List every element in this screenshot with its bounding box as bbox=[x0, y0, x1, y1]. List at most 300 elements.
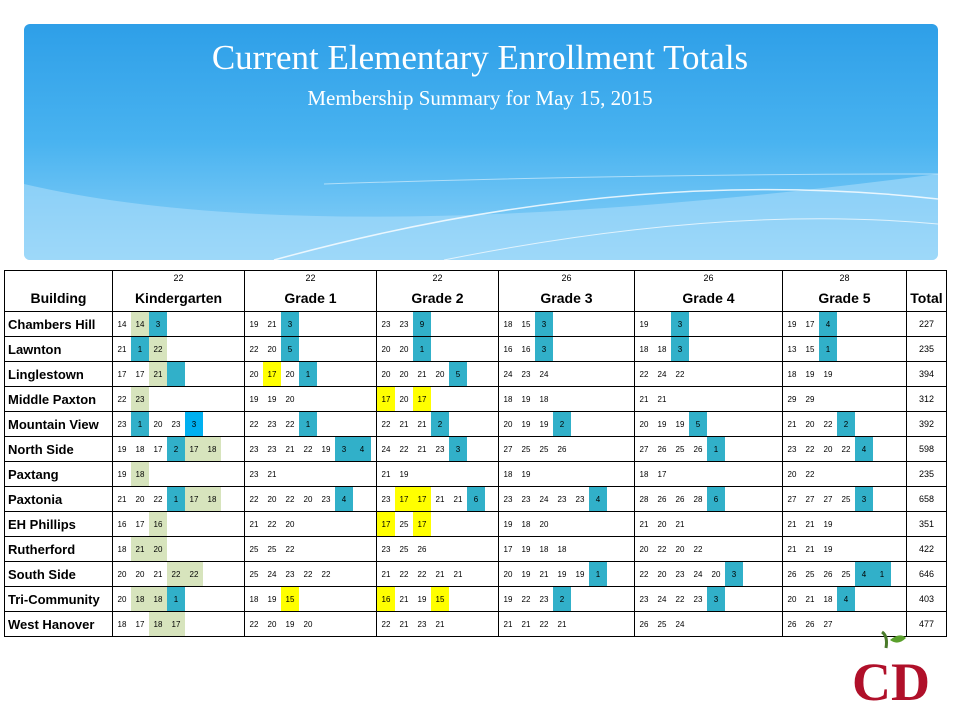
class-count: 23 bbox=[117, 419, 127, 429]
class-count: 17 bbox=[153, 444, 163, 454]
building-name: Mountain View bbox=[5, 412, 113, 437]
class-count: 25 bbox=[657, 619, 667, 629]
table-row bbox=[5, 562, 947, 587]
building-name: EH Phillips bbox=[5, 512, 113, 537]
building-name: Lawnton bbox=[5, 337, 113, 362]
class-count: 17 bbox=[395, 487, 413, 511]
class-count: 17 bbox=[805, 319, 815, 329]
class-count: 2 bbox=[837, 412, 855, 436]
class-count: 20 bbox=[823, 444, 833, 454]
class-count: 15 bbox=[431, 587, 449, 611]
table-row bbox=[5, 362, 947, 387]
class-count: 19 bbox=[823, 519, 833, 529]
class-count: 19 bbox=[521, 569, 531, 579]
class-count: 20 bbox=[399, 344, 409, 354]
class-count: 18 bbox=[657, 344, 667, 354]
class-count: 1 bbox=[819, 337, 837, 361]
class-count: 22 bbox=[185, 562, 203, 586]
class-count: 27 bbox=[639, 444, 649, 454]
class-count: 25 bbox=[267, 544, 277, 554]
class-count: 23 bbox=[575, 494, 585, 504]
grade-cell bbox=[635, 587, 783, 612]
building-name: Middle Paxton bbox=[5, 387, 113, 412]
class-count: 24 bbox=[539, 369, 549, 379]
class-count: 21 bbox=[435, 494, 445, 504]
class-count: 20 bbox=[787, 469, 797, 479]
class-count: 3 bbox=[707, 587, 725, 611]
class-count: 18 bbox=[135, 444, 145, 454]
class-count: 23 bbox=[435, 444, 445, 454]
class-count: 22 bbox=[417, 569, 427, 579]
class-count: 20 bbox=[267, 494, 277, 504]
class-count: 22 bbox=[841, 444, 851, 454]
class-count: 1 bbox=[131, 337, 149, 361]
class-count: 25 bbox=[249, 544, 259, 554]
class-count: 20 bbox=[503, 419, 513, 429]
class-count: 3 bbox=[671, 312, 689, 336]
class-count: 21 bbox=[153, 569, 163, 579]
enrollment-table bbox=[4, 270, 947, 637]
grade-cell bbox=[113, 537, 245, 562]
class-count: 21 bbox=[381, 569, 391, 579]
building-total: 422 bbox=[907, 537, 947, 562]
class-count: 25 bbox=[539, 444, 549, 454]
grade-cell bbox=[499, 562, 635, 587]
grade-cell bbox=[113, 487, 245, 512]
class-count: 4 bbox=[819, 312, 837, 336]
total-header: Total bbox=[907, 285, 947, 312]
class-count: 17 bbox=[263, 362, 281, 386]
class-count: 22 bbox=[805, 444, 815, 454]
class-count: 21 bbox=[557, 619, 567, 629]
class-count: 3 bbox=[185, 412, 203, 436]
class-count: 18 bbox=[203, 437, 221, 461]
grade-cell bbox=[113, 337, 245, 362]
building-total: 227 bbox=[907, 312, 947, 337]
class-count: 15 bbox=[281, 587, 299, 611]
class-count: 23 bbox=[267, 444, 277, 454]
class-count: 2 bbox=[431, 412, 449, 436]
class-count: 22 bbox=[285, 494, 295, 504]
grade-cell bbox=[377, 612, 499, 637]
class-count: 25 bbox=[249, 569, 259, 579]
class-count: 20 bbox=[149, 537, 167, 561]
class-count: 23 bbox=[171, 419, 181, 429]
class-count: 6 bbox=[467, 487, 485, 511]
grade1-header: Grade 1 bbox=[245, 285, 377, 312]
class-count: 17 bbox=[413, 487, 431, 511]
page-subtitle: Membership Summary for May 15, 2015 bbox=[307, 86, 653, 110]
class-count: 2 bbox=[553, 412, 571, 436]
class-count: 2 bbox=[553, 587, 571, 611]
class-count: 26 bbox=[693, 444, 703, 454]
class-count: 23 bbox=[503, 494, 513, 504]
grade-cell bbox=[783, 412, 907, 437]
class-count: 19 bbox=[285, 619, 295, 629]
class-count: 21 bbox=[117, 494, 127, 504]
class-count: 26 bbox=[805, 619, 815, 629]
class-count: 17 bbox=[377, 387, 395, 411]
class-count: 27 bbox=[823, 494, 833, 504]
grade-cell bbox=[377, 437, 499, 462]
class-count: 25 bbox=[521, 444, 531, 454]
class-count: 23 bbox=[131, 387, 149, 411]
class-count: 22 bbox=[249, 619, 259, 629]
class-count: 3 bbox=[281, 312, 299, 336]
class-count: 17 bbox=[413, 387, 431, 411]
class-count: 1 bbox=[589, 562, 607, 586]
grade-cell bbox=[783, 337, 907, 362]
class-count: 22 bbox=[149, 337, 167, 361]
class-count: 17 bbox=[413, 512, 431, 536]
building-header: Building bbox=[5, 285, 113, 312]
class-count: 20 bbox=[711, 569, 721, 579]
class-count: 18 bbox=[131, 462, 149, 486]
class-count: 19 bbox=[267, 594, 277, 604]
class-count: 19 bbox=[321, 444, 331, 454]
class-count: 23 bbox=[521, 494, 531, 504]
grade-cell bbox=[113, 512, 245, 537]
grade-cell bbox=[245, 387, 377, 412]
class-count: 6 bbox=[707, 487, 725, 511]
class-count: 27 bbox=[787, 494, 797, 504]
class-count: 5 bbox=[689, 412, 707, 436]
class-count: 19 bbox=[503, 519, 513, 529]
class-count: 14 bbox=[117, 319, 127, 329]
grade-cell bbox=[635, 312, 783, 337]
class-count: 1 bbox=[707, 437, 725, 461]
class-count: 20 bbox=[639, 544, 649, 554]
building-name: Tri-Community bbox=[5, 587, 113, 612]
class-count: 20 bbox=[381, 369, 391, 379]
class-count: 18 bbox=[131, 587, 149, 611]
class-count: 5 bbox=[281, 337, 299, 361]
class-count: 17 bbox=[657, 469, 667, 479]
class-count: 18 bbox=[503, 469, 513, 479]
class-count: 18 bbox=[787, 369, 797, 379]
class-count: 21 bbox=[417, 369, 427, 379]
class-count: 19 bbox=[249, 394, 259, 404]
class-count: 26 bbox=[787, 619, 797, 629]
grade-cell bbox=[377, 512, 499, 537]
class-count: 1 bbox=[167, 487, 185, 511]
kindergarten-cap: 22 bbox=[113, 271, 245, 286]
class-count: 23 bbox=[399, 319, 409, 329]
class-count: 18 bbox=[503, 319, 513, 329]
kindergarten-header: Kindergarten bbox=[113, 285, 245, 312]
grade-cell bbox=[377, 387, 499, 412]
class-count: 25 bbox=[399, 519, 409, 529]
class-count: 21 bbox=[417, 419, 427, 429]
grade-cell bbox=[377, 587, 499, 612]
grade-cell bbox=[635, 612, 783, 637]
grade5-header: Grade 5 bbox=[783, 285, 907, 312]
grade-cell bbox=[499, 387, 635, 412]
class-count: 18 bbox=[521, 519, 531, 529]
grade-cell bbox=[499, 412, 635, 437]
class-count: 16 bbox=[521, 344, 531, 354]
class-count: 17 bbox=[503, 544, 513, 554]
building-total: 235 bbox=[907, 462, 947, 487]
class-count: 23 bbox=[249, 444, 259, 454]
class-count: 20 bbox=[539, 519, 549, 529]
class-count: 23 bbox=[417, 619, 427, 629]
class-count: 18 bbox=[203, 487, 221, 511]
grade-cell bbox=[377, 312, 499, 337]
grade-cell bbox=[245, 487, 377, 512]
class-count: 19 bbox=[823, 369, 833, 379]
grade-cell bbox=[635, 362, 783, 387]
class-count: 22 bbox=[675, 369, 685, 379]
class-count: 26 bbox=[557, 444, 567, 454]
class-count: 26 bbox=[639, 619, 649, 629]
grade-cell bbox=[377, 362, 499, 387]
class-count bbox=[653, 312, 671, 336]
grade-cell bbox=[783, 362, 907, 387]
class-count: 15 bbox=[521, 319, 531, 329]
class-count: 23 bbox=[321, 494, 331, 504]
class-count: 17 bbox=[135, 619, 145, 629]
building-name: Paxtang bbox=[5, 462, 113, 487]
class-count: 19 bbox=[521, 394, 531, 404]
class-count: 20 bbox=[303, 494, 313, 504]
building-name: Rutherford bbox=[5, 537, 113, 562]
grade-cell bbox=[113, 412, 245, 437]
grade-cell bbox=[245, 437, 377, 462]
class-count: 19 bbox=[521, 469, 531, 479]
class-count: 21 bbox=[435, 619, 445, 629]
class-count: 21 bbox=[267, 469, 277, 479]
class-count: 22 bbox=[693, 544, 703, 554]
table-row bbox=[5, 512, 947, 537]
class-count: 22 bbox=[805, 469, 815, 479]
class-count: 20 bbox=[135, 569, 145, 579]
grade-cell bbox=[783, 587, 907, 612]
class-count: 21 bbox=[639, 519, 649, 529]
grade4-header: Grade 4 bbox=[635, 285, 783, 312]
class-count: 20 bbox=[135, 494, 145, 504]
class-count: 22 bbox=[381, 419, 391, 429]
class-count: 22 bbox=[639, 369, 649, 379]
grade-cell bbox=[245, 462, 377, 487]
grade-cell bbox=[499, 312, 635, 337]
class-count: 17 bbox=[135, 519, 145, 529]
class-count: 21 bbox=[805, 519, 815, 529]
class-count: 3 bbox=[725, 562, 743, 586]
class-count: 20 bbox=[805, 419, 815, 429]
class-count: 2 bbox=[167, 437, 185, 461]
class-count: 22 bbox=[303, 444, 313, 454]
class-count: 4 bbox=[589, 487, 607, 511]
table-row bbox=[5, 537, 947, 562]
class-count: 26 bbox=[417, 544, 427, 554]
grade-cell bbox=[499, 512, 635, 537]
class-count: 23 bbox=[381, 544, 391, 554]
class-count: 17 bbox=[135, 369, 145, 379]
class-count: 19 bbox=[805, 369, 815, 379]
class-count: 18 bbox=[503, 394, 513, 404]
table-row bbox=[5, 612, 947, 637]
class-count: 22 bbox=[153, 494, 163, 504]
class-count: 16 bbox=[503, 344, 513, 354]
class-count: 24 bbox=[539, 494, 549, 504]
class-count: 4 bbox=[353, 437, 371, 461]
class-count: 19 bbox=[823, 544, 833, 554]
grade-cell bbox=[783, 437, 907, 462]
class-count: 21 bbox=[131, 537, 149, 561]
class-count: 3 bbox=[535, 337, 553, 361]
class-count: 1 bbox=[299, 412, 317, 436]
class-count: 19 bbox=[539, 419, 549, 429]
grade-cell bbox=[635, 462, 783, 487]
class-count: 20 bbox=[657, 569, 667, 579]
class-count: 21 bbox=[787, 519, 797, 529]
grade-cell bbox=[783, 487, 907, 512]
class-count: 18 bbox=[539, 544, 549, 554]
class-count: 19 bbox=[267, 394, 277, 404]
class-count: 21 bbox=[267, 319, 277, 329]
class-count: 22 bbox=[285, 419, 295, 429]
page-title: Current Elementary Enrollment Totals bbox=[211, 38, 749, 77]
grade-cell bbox=[245, 512, 377, 537]
grade-cell bbox=[113, 587, 245, 612]
class-count: 20 bbox=[787, 594, 797, 604]
class-count: 24 bbox=[657, 594, 667, 604]
class-count: 23 bbox=[521, 369, 531, 379]
class-count: 20 bbox=[399, 394, 409, 404]
building-name: Chambers Hill bbox=[5, 312, 113, 337]
class-count: 25 bbox=[675, 444, 685, 454]
building-total: 312 bbox=[907, 387, 947, 412]
grade2-cap: 22 bbox=[377, 271, 499, 286]
class-count: 20 bbox=[657, 519, 667, 529]
class-count: 20 bbox=[153, 419, 163, 429]
class-count: 19 bbox=[657, 419, 667, 429]
grade-cell bbox=[377, 337, 499, 362]
class-count: 23 bbox=[381, 319, 391, 329]
grade-cell bbox=[245, 562, 377, 587]
grade-cell bbox=[499, 462, 635, 487]
grade-cell bbox=[113, 362, 245, 387]
class-count: 17 bbox=[167, 612, 185, 636]
class-count: 21 bbox=[787, 544, 797, 554]
class-count: 1 bbox=[299, 362, 317, 386]
table-row bbox=[5, 337, 947, 362]
class-count: 26 bbox=[823, 569, 833, 579]
class-count: 22 bbox=[303, 569, 313, 579]
class-count: 20 bbox=[267, 619, 277, 629]
class-count: 22 bbox=[117, 394, 127, 404]
class-count: 4 bbox=[855, 437, 873, 461]
class-count: 24 bbox=[267, 569, 277, 579]
class-count: 21 bbox=[657, 394, 667, 404]
grade-cell bbox=[245, 337, 377, 362]
class-count: 22 bbox=[823, 419, 833, 429]
grade-cell bbox=[635, 437, 783, 462]
building-header-cap bbox=[5, 271, 113, 286]
grade-cell bbox=[377, 462, 499, 487]
class-count: 1 bbox=[167, 587, 185, 611]
class-count: 22 bbox=[399, 444, 409, 454]
class-count: 22 bbox=[249, 344, 259, 354]
grade-cell bbox=[113, 437, 245, 462]
class-count: 28 bbox=[693, 494, 703, 504]
class-count: 18 bbox=[249, 594, 259, 604]
grade-cell bbox=[245, 612, 377, 637]
building-total: 235 bbox=[907, 337, 947, 362]
class-count: 28 bbox=[639, 494, 649, 504]
class-count: 20 bbox=[285, 369, 295, 379]
class-count: 22 bbox=[521, 594, 531, 604]
grade-cell bbox=[635, 387, 783, 412]
grade-cell bbox=[783, 462, 907, 487]
class-count: 21 bbox=[381, 469, 391, 479]
class-count: 19 bbox=[521, 419, 531, 429]
class-count: 3 bbox=[335, 437, 353, 461]
district-logo bbox=[846, 630, 936, 710]
grade-cell bbox=[499, 587, 635, 612]
class-count: 18 bbox=[117, 619, 127, 629]
total-header-cap bbox=[907, 271, 947, 286]
class-count: 19 bbox=[521, 544, 531, 554]
class-count: 4 bbox=[855, 562, 873, 586]
grade4-cap: 26 bbox=[635, 271, 783, 286]
class-count: 24 bbox=[503, 369, 513, 379]
class-count: 20 bbox=[435, 369, 445, 379]
class-count: 26 bbox=[657, 444, 667, 454]
class-count: 22 bbox=[249, 494, 259, 504]
grade-cell bbox=[113, 462, 245, 487]
class-count: 19 bbox=[503, 594, 513, 604]
grade-cell bbox=[499, 337, 635, 362]
table-row bbox=[5, 487, 947, 512]
grade-cell bbox=[635, 337, 783, 362]
class-count: 21 bbox=[675, 519, 685, 529]
class-count: 22 bbox=[381, 619, 391, 629]
class-count: 18 bbox=[149, 587, 167, 611]
class-count: 22 bbox=[285, 544, 295, 554]
class-count: 24 bbox=[675, 619, 685, 629]
class-count: 23 bbox=[285, 569, 295, 579]
class-count: 20 bbox=[303, 619, 313, 629]
class-count: 24 bbox=[381, 444, 391, 454]
class-count: 20 bbox=[503, 569, 513, 579]
class-count: 22 bbox=[675, 594, 685, 604]
class-count: 23 bbox=[675, 569, 685, 579]
grade-cell bbox=[635, 537, 783, 562]
grade-cell bbox=[783, 387, 907, 412]
table-row bbox=[5, 412, 947, 437]
grade-cell bbox=[245, 537, 377, 562]
building-total: 403 bbox=[907, 587, 947, 612]
class-count: 19 bbox=[639, 319, 649, 329]
class-count: 18 bbox=[557, 544, 567, 554]
class-count: 20 bbox=[675, 544, 685, 554]
class-count: 23 bbox=[693, 594, 703, 604]
grade-cell bbox=[113, 562, 245, 587]
class-count: 18 bbox=[639, 344, 649, 354]
grade-cell bbox=[377, 562, 499, 587]
class-count: 27 bbox=[823, 619, 833, 629]
table-row bbox=[5, 462, 947, 487]
class-count: 21 bbox=[399, 419, 409, 429]
class-count: 18 bbox=[539, 394, 549, 404]
grade-cell bbox=[635, 562, 783, 587]
class-count: 23 bbox=[267, 419, 277, 429]
table-row bbox=[5, 312, 947, 337]
logo-text: CD bbox=[852, 652, 930, 710]
grade-cell bbox=[245, 362, 377, 387]
